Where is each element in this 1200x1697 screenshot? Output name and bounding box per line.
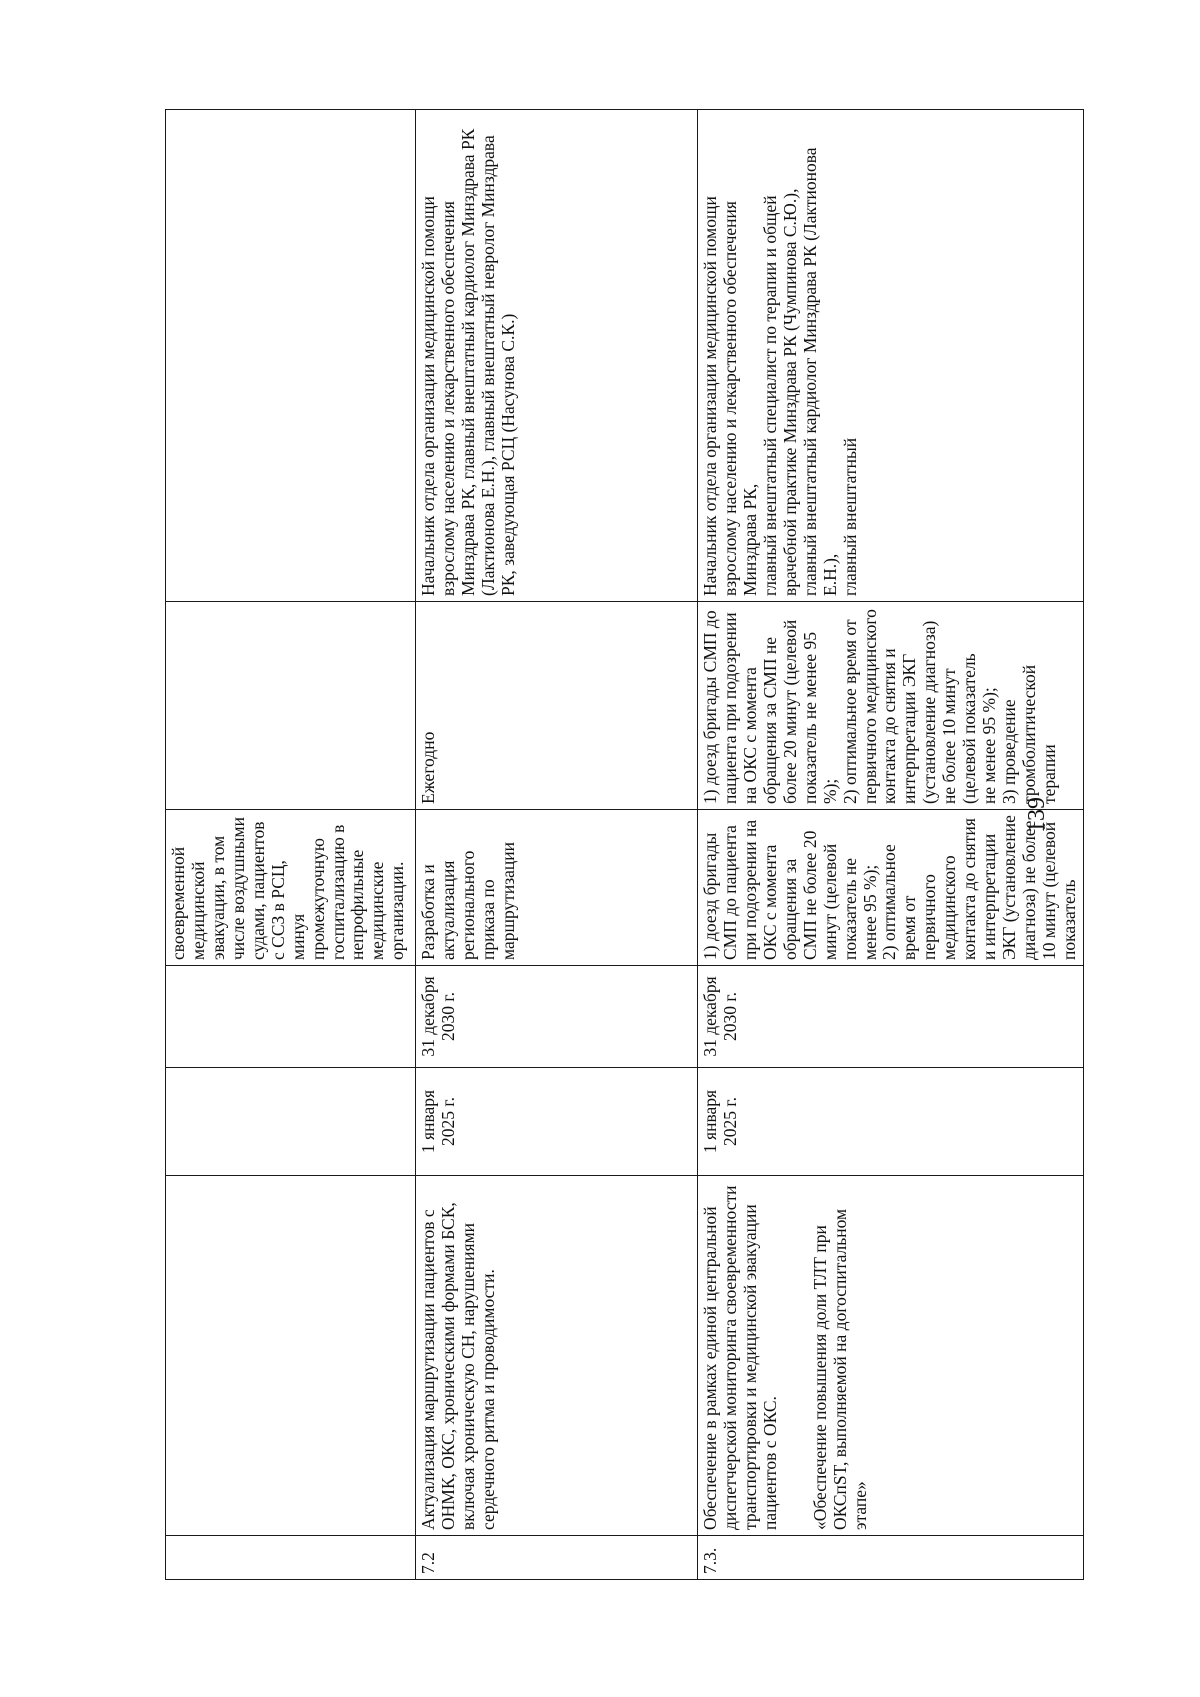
table-row (698, 110, 1084, 1580)
cell-indicator: 1) доезд бригады СМП до пациента при подозрении на ОКС с момента обращения за СМП не более 20 минут (целевой показатель не менее 95 %); 2) оптимальное время от первичного медицинского контакта до снятия и интерпретации ЭКГ (установление диагноза) не более 10 минут (целевой показатель не менее 95 %); 3) проведение тромболитической терапии (698, 602, 1084, 810)
plan-table (165, 109, 1084, 1580)
cell-form-continuation: своевременной медицинской эвакуации, в том числе воздушными судами, пациентов с ССЗ в РСЦ, минуя промежуточную госпитализацию в непрофильные медицинские организации. (166, 810, 416, 966)
cell-title (698, 1176, 1084, 1536)
cell-responsible-empty (166, 110, 416, 602)
cell-end-empty (166, 966, 416, 1068)
cell-start-empty (166, 1068, 416, 1176)
cell-num-empty (166, 1536, 416, 1580)
table-row (416, 110, 698, 1580)
table-row-continuation (166, 110, 416, 1580)
cell-responsible: Начальник отдела организации медицинской помощи взрослому населению и лекарственного обеспечения Минздрава РК, главный внештатный кардиолог Минздрава РК (Лактионова Е.Н.), главный внештатный невролог Минздрава РК, заведующая РСЦ (Насунова С.К.) (416, 110, 698, 602)
cell-start-date: 1 января 2025 г. (416, 1068, 698, 1176)
cell-start-date: 1 января 2025 г. (698, 1068, 1084, 1176)
cell-responsible: Начальник отдела организации медицинской помощи взрослому населению и лекарственного обеспечения Минздрава РК, главный внештатный специалист по терапии и общей врачебной практике Минздрава РК (Чумпинова С.Ю.), главный внештатный кардиолог Минздрава РК (Лактионова Е.Н.), главный внештатный (698, 110, 1084, 602)
cell-form: Разработка и актуализация регионального приказа по маршрутизации (416, 810, 698, 966)
page-number: 139 (1024, 797, 1050, 833)
cell-title-main: Обеспечение в рамках единой центральной диспетчерской мониторинга своевременности транспортировки и медицинской эвакуации пациентов с ОКС. (700, 1185, 780, 1530)
cell-indicator: Ежегодно (416, 602, 698, 810)
cell-title-empty (166, 1176, 416, 1536)
cell-num: 7.3. (698, 1536, 1084, 1580)
cell-num: 7.2 (416, 1536, 698, 1580)
cell-end-date: 31 декабря 2030 г. (698, 966, 1084, 1068)
cell-indicator-empty (166, 602, 416, 810)
cell-end-date: 31 декабря 2030 г. (416, 966, 698, 1068)
cell-title-extra: «Обеспечение повышения доли ТЛТ при ОКСпST, выполняемой на догоспитальном этапе» (809, 1208, 870, 1530)
cell-form: 1) доезд бригады СМП до пациента при подозрении на ОКС с момента обращения за СМП не более 20 минут (целевой показатель не менее 95 %); 2) оптимальное время от первичного медицинского контакта до снятия и интерпретации ЭКГ (установление диагноза) не более 10 минут (целевой показатель (698, 810, 1084, 966)
cell-title: Актуализация маршрутизации пациентов с ОНМК, ОКС, хроническими формами БСК, включая хроническую СН, нарушениями сердечного ритма и проводимости. (416, 1176, 698, 1536)
